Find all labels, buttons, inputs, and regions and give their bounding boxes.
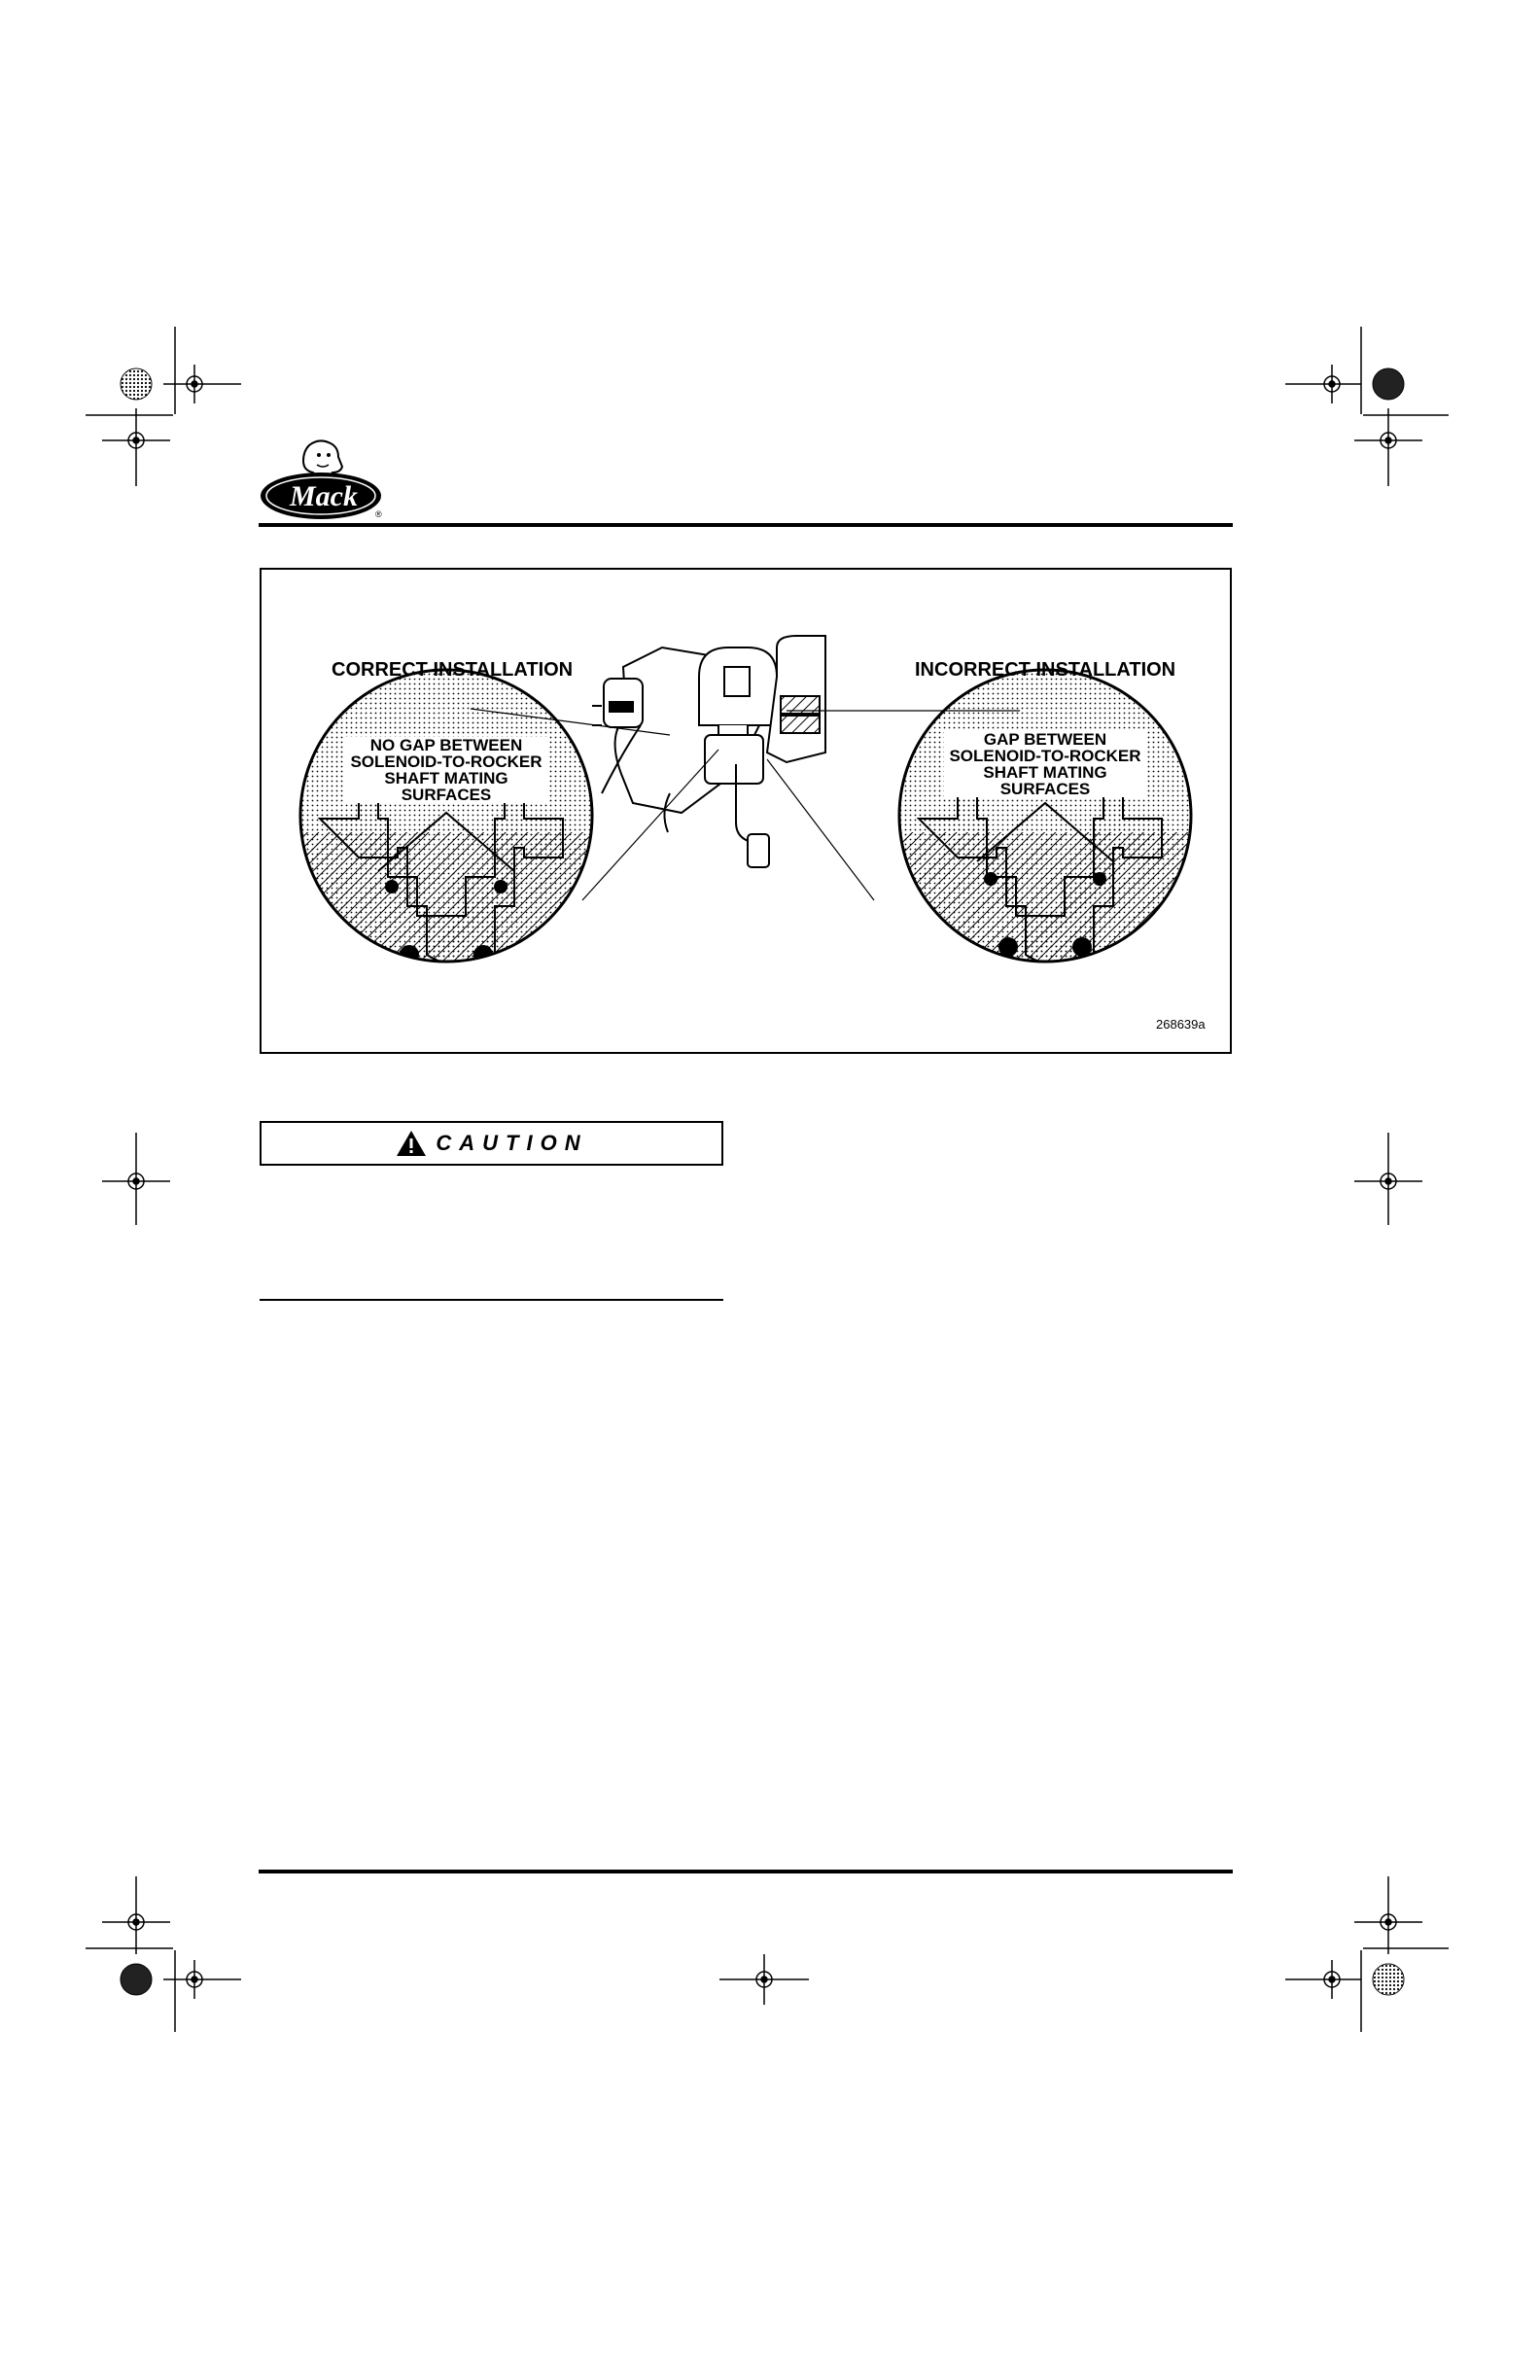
correct-installation-title: CORRECT INSTALLATION — [332, 659, 574, 681]
warning-triangle-icon — [395, 1129, 428, 1158]
callout-line: SOLENOID-TO-ROCKER — [350, 752, 542, 771]
header-rule — [259, 523, 1233, 527]
caution-box — [260, 1121, 723, 1166]
incorrect-detail-circle — [899, 667, 1191, 968]
correct-detail-circle — [300, 667, 592, 968]
callout-line: SHAFT MATING — [983, 763, 1107, 782]
caution-end-rule — [260, 1299, 723, 1301]
correct-callout — [345, 737, 547, 803]
callout-line: SURFACES — [401, 786, 492, 804]
solenoid-assembly-illustration — [592, 636, 825, 867]
installation-figure — [260, 568, 1232, 1054]
figure-illustration — [262, 570, 1230, 1052]
figure-number: 268639a — [1156, 1017, 1206, 1032]
callout-line: SURFACES — [999, 780, 1091, 798]
mack-logo — [259, 436, 385, 523]
incorrect-callout — [944, 731, 1146, 797]
callout-line: SOLENOID-TO-ROCKER — [949, 747, 1141, 765]
callout-line: NO GAP BETWEEN — [369, 736, 523, 754]
logo-trademark: ® — [375, 509, 382, 519]
callout-line: GAP BETWEEN — [983, 730, 1107, 749]
footer-rule — [259, 1870, 1233, 1873]
caution-label: CAUTION — [436, 1131, 588, 1155]
incorrect-installation-title: INCORRECT INSTALLATION — [915, 659, 1176, 681]
callout-line: SHAFT MATING — [384, 769, 508, 788]
logo-wordmark: Mack — [290, 480, 358, 512]
